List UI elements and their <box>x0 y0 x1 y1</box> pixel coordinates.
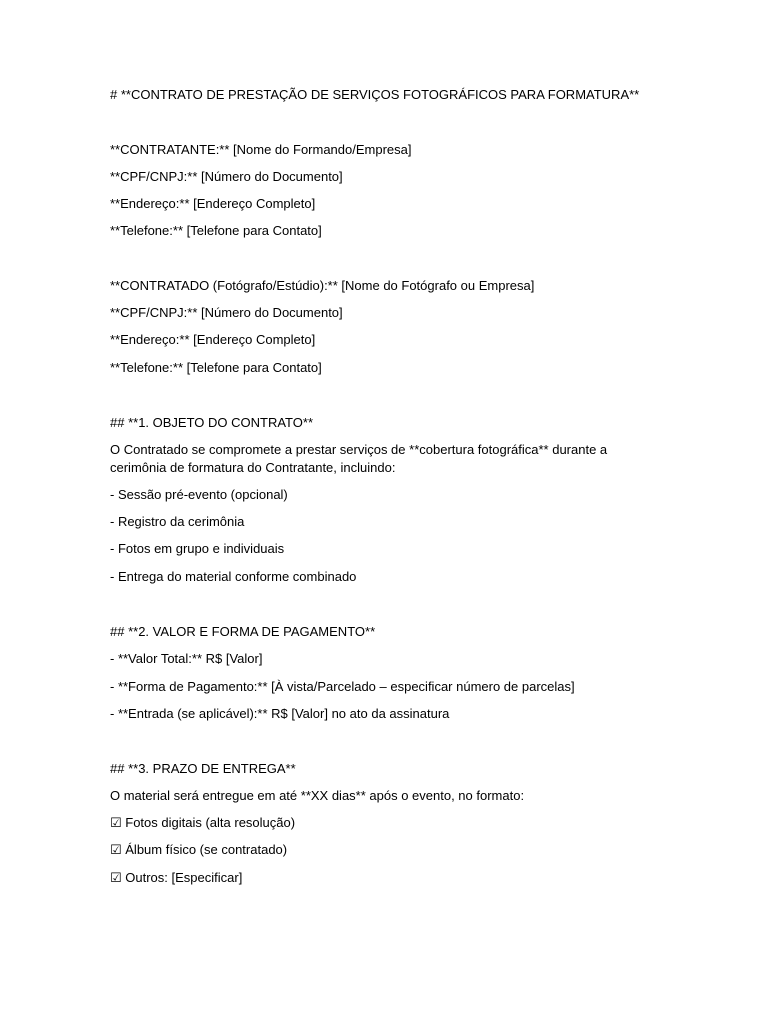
section1-heading: ## **1. OBJETO DO CONTRATO** <box>110 415 313 430</box>
section1-item: - Registro da cerimônia <box>110 514 245 529</box>
contratado-phone: **Telefone:** [Telefone para Contato] <box>110 360 322 375</box>
section1-intro-line2: cerimônia de formatura do Contratante, incluindo: <box>110 460 396 475</box>
checkbox-item: ☑ Outros: [Especificar] <box>110 870 243 885</box>
contratante-name: **CONTRATANTE:** [Nome do Formando/Empresa] <box>110 142 412 157</box>
contratante-phone: **Telefone:** [Telefone para Contato] <box>110 223 322 238</box>
section1-item: - Fotos em grupo e individuais <box>110 541 285 556</box>
checkbox-item: ☑ Álbum físico (se contratado) <box>110 842 288 857</box>
contratante-address: **Endereço:** [Endereço Completo] <box>110 196 316 211</box>
section3-intro: O material será entregue em até **XX dias** após o evento, no formato: <box>110 788 525 803</box>
contratante-doc: **CPF/CNPJ:** [Número do Documento] <box>110 169 343 184</box>
contratado-doc: **CPF/CNPJ:** [Número do Documento] <box>110 305 343 320</box>
section2-item: - **Forma de Pagamento:** [À vista/Parcelado – especificar número de parcelas] <box>110 679 575 694</box>
section2-item: - **Entrada (se aplicável):** R$ [Valor] no ato da assinatura <box>110 706 450 721</box>
section1-item: - Entrega do material conforme combinado <box>110 569 357 584</box>
section2-item: - **Valor Total:** R$ [Valor] <box>110 651 263 666</box>
section3-heading: ## **3. PRAZO DE ENTREGA** <box>110 761 296 776</box>
contratado-address: **Endereço:** [Endereço Completo] <box>110 332 316 347</box>
document-title: # **CONTRATO DE PRESTAÇÃO DE SERVIÇOS FOTOGRÁFICOS PARA FORMATURA** <box>110 87 640 102</box>
section1-intro-line1: O Contratado se compromete a prestar serviços de **cobertura fotográfica** durante a <box>110 442 608 457</box>
checkbox-item: ☑ Fotos digitais (alta resolução) <box>110 815 296 830</box>
section1-item: - Sessão pré-evento (opcional) <box>110 487 288 502</box>
section2-heading: ## **2. VALOR E FORMA DE PAGAMENTO** <box>110 624 376 639</box>
contratado-name: **CONTRATADO (Fotógrafo/Estúdio):** [Nome do Fotógrafo ou Empresa] <box>110 278 535 293</box>
